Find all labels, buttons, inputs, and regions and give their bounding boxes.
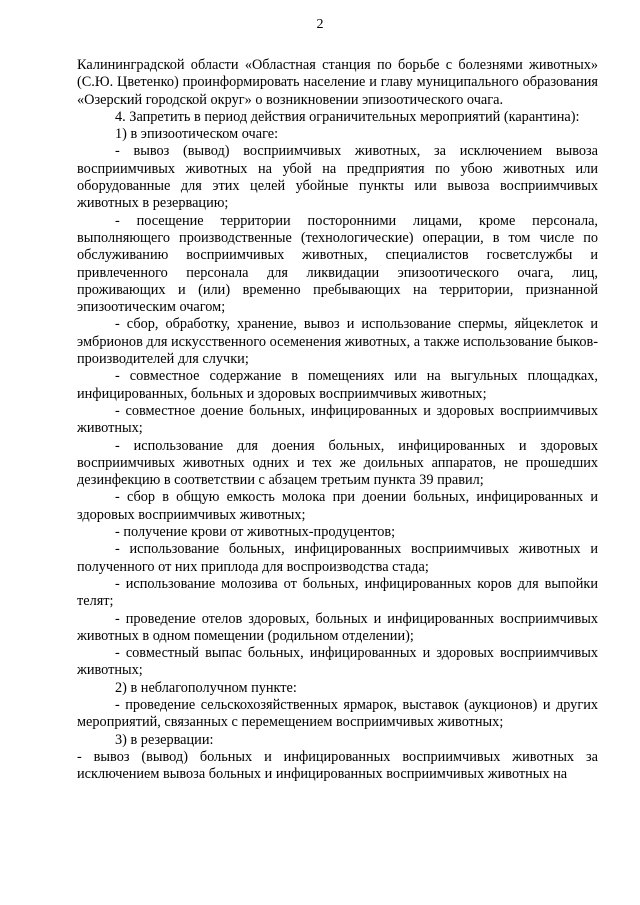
page-number: 2 [316, 17, 324, 32]
subheading-reservation: 3) в резервации: [115, 731, 214, 748]
document-body [77, 57, 598, 783]
list-item: - вывоз (вывод) больных и инфицированных восприимчивых животных за исключением вывоза больных и инфицированных восприимчивых животных на [77, 748, 598, 783]
list-item: - совместное доение больных, инфицированных и здоровых восприимчивых животных; [77, 402, 598, 437]
list-item: - проведение отелов здоровых, больных и инфицированных восприимчивых животных в одном помещении (родильном отделении); [77, 610, 598, 644]
list-item: - совместный выпас больных, инфицированных и здоровых восприимчивых животных; [77, 645, 598, 679]
list-item: - использование молозива от больных, инфицированных коров для выпойки телят; [77, 575, 598, 610]
list-item: - использование больных, инфицированных восприимчивых животных и полученного от них приплода для воспроизводства стада; [77, 541, 598, 575]
subheading-epizootic-focus: 1) в эпизоотическом очаге: [115, 126, 279, 143]
list-item: - сбор в общую емкость молока при доении больных, инфицированных и здоровых восприимчивых животных; [77, 489, 598, 523]
paragraph-continuation: Калининградской области «Областная станция по борьбе с болезнями животных» (С.Ю. Цветенко) проинформировать население и главу муниципального образования «Озерский городской округ» о возникновении эпизоотического очага. [77, 57, 598, 108]
list-item: - вывоз (вывод) восприимчивых животных, за исключением вывоза восприимчивых животных на убой на предприятия по убою животных или оборудованные для этих целей убойные пункты или вывоза восприимчивых животных в резервацию; [77, 143, 598, 212]
list-item: - получение крови от животных-продуцентов; [115, 524, 396, 541]
list-item: - посещение территории посторонними лицами, кроме персонала, выполняющего производственные (технологические) операции, в том числе по обслуживанию восприимчивых животных, специалистов госветслужбы и привлеченного персонала для ликвидации эпизоотического очага, лиц, проживающих и (или) временно пребывающих на территории, признанной эпизоотическим очагом; [77, 212, 598, 316]
list-item: - проведение сельскохозяйственных ярмарок, выставок (аукционов) и других мероприятий, связанных с перемещением восприимчивых животных; [77, 696, 598, 731]
subheading-unfavorable-point: 2) в неблагополучном пункте: [115, 679, 297, 696]
list-item: - сбор, обработку, хранение, вывоз и использование спермы, яйцеклеток и эмбрионов для искусственного осеменения животных, а также использование быков-производителей для случки; [77, 316, 598, 368]
paragraph-item-4: 4. Запретить в период действия ограничительных мероприятий (карантина): [115, 108, 580, 125]
list-item: - совместное содержание в помещениях или на выгульных площадках, инфицированных, больных и здоровых восприимчивых животных; [77, 368, 598, 402]
list-item: - использование для доения больных, инфицированных и здоровых восприимчивых животных одних и тех же доильных аппаратов, не прошедших дезинфекцию в соответствии с абзацем третьим пункта 39 правил; [77, 437, 598, 489]
